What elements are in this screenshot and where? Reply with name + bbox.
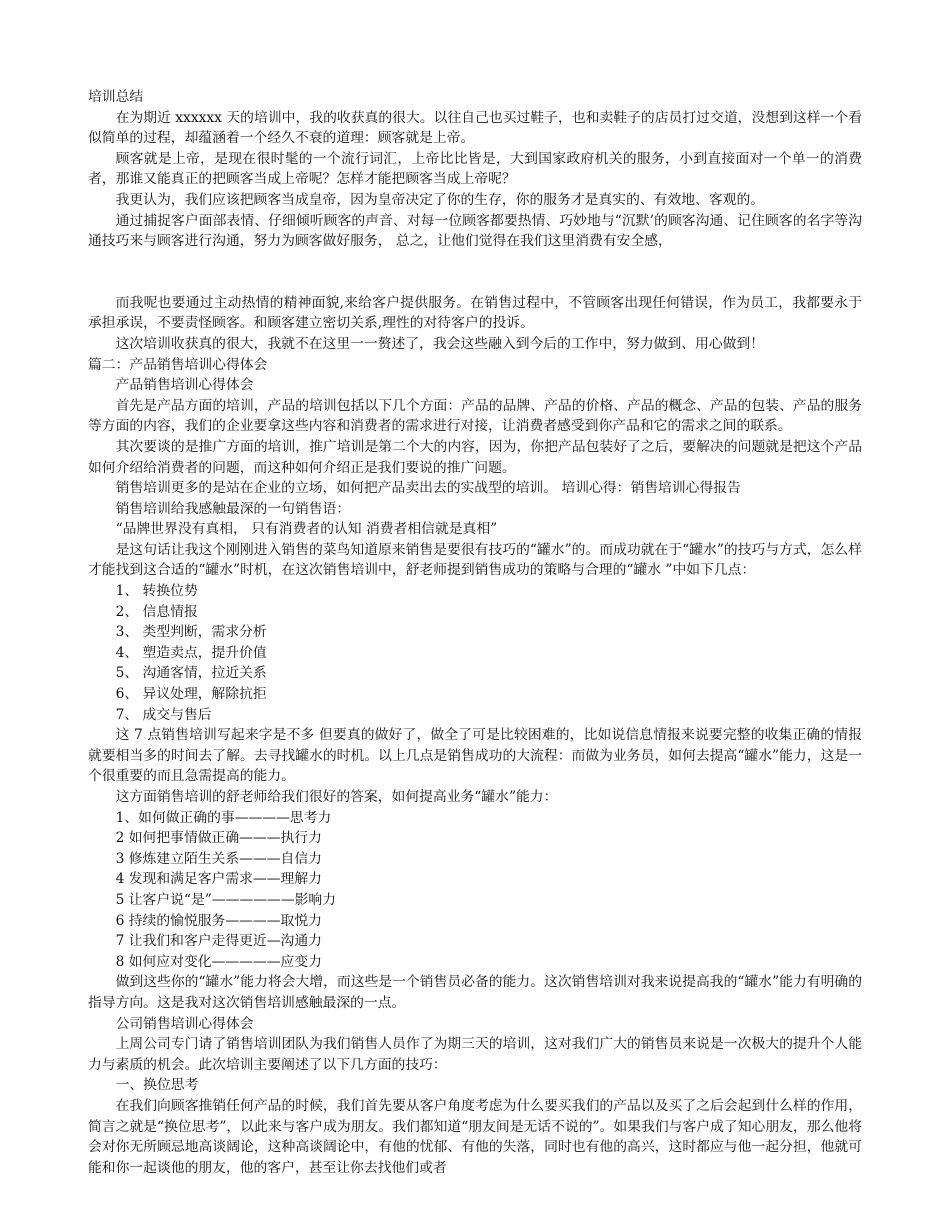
paragraph: 我更认为，我们应该把顾客当成皇帝，因为皇帝决定了你的生存，你的服务才是真实的、有效地、客观的。 — [115, 191, 765, 208]
paragraph: 在为期近 xxxxxx 天的培训中，我的收获真的很大。以往自己也买过鞋子，也和卖鞋子的店员打过交道，没想到这样一个看似简单的过程，却蕴涵着一个经久不衰的道理：顾客就是上帝。 — [88, 109, 862, 147]
paragraph: 6 持续的愉悦服务————取悦力 — [115, 912, 322, 929]
paragraph: 7、 成交与售后 — [115, 706, 212, 723]
paragraph: 3 修炼建立陌生关系———自信力 — [115, 850, 322, 867]
paragraph: 通过捕捉客户面部表情、仔细倾听顾客的声音、对每一位顾客都要热情、巧妙地与“沉默’的顾客沟通、记住顾客的名字等沟通技巧来与顾客进行沟通，努力为顾客做好服务， 总之，让他们觉得在我们这里消费有安全感， — [88, 212, 862, 250]
paragraph: 4、 塑造卖点，提升价值 — [115, 644, 267, 661]
blank-line — [88, 252, 862, 293]
paragraph: 5 让客户说“是”——————影响力 — [115, 891, 337, 908]
paragraph: 1、如何做正确的事————思考力 — [115, 809, 332, 826]
paragraph: 8 如何应对变化—————应变力 — [115, 953, 322, 970]
paragraph: 5、 沟通客情，拉近关系 — [115, 665, 267, 682]
paragraph: 公司销售培训心得体会 — [115, 1015, 254, 1032]
paragraph: 这方面销售培训的舒老师给我们很好的答案，如何提高业务“罐水”能力： — [115, 789, 558, 805]
paragraph: 销售培训更多的是站在企业的立场，如何把产品卖出去的实战型的培训。 培训心得：销售培训心得报告 — [115, 480, 741, 497]
paragraph: 篇二：产品销售培训心得体会 — [88, 356, 268, 373]
paragraph: 首先是产品方面的培训，产品的培训包括以下几个方面：产品的品牌、产品的价格、产品的概念、产品的包装、产品的服务等方面的内容，我们的企业要拿这些内容和消费者的需求进行对接，让消费者感受到你产品和它的需求之间的联系。 — [88, 397, 862, 435]
paragraph: 做到这些你的“罐水”能力将会大增，而这些是一个销售员必备的能力。这次销售培训对我来说提高我的“罐水”能力有明确的指导方向。这是我对这次销售培训感触最深的一点。 — [88, 974, 862, 1011]
document-body — [88, 87, 862, 1178]
paragraph: 这次培训收获真的很大，我就不在这里一一赘述了，我会这些融入到今后的工作中，努力做到、用心做到！ — [115, 335, 765, 352]
paragraph: 6、 异议处理，解除抗拒 — [115, 686, 267, 703]
paragraph: 7 让我们和客户走得更近—沟通力 — [115, 933, 322, 950]
paragraph: 2、 信息情报 — [115, 603, 198, 620]
paragraph: 这 7 点销售培训写起来字是不多 但要真的做好了，做全了可是比较困难的，比如说信息情报来说要完整的收集正确的情报就要相当多的时间去了解。去寻找罐水的时机。以上几点是销售成功的大流程：而做为业务员，如何去提高“罐水”能力，这是一个很重要的而且急需提高的能力。 — [88, 727, 862, 785]
paragraph: 产品销售培训心得体会 — [115, 377, 254, 394]
paragraph: 2 如何把事情做正确———执行力 — [115, 830, 322, 847]
paragraph: 上周公司专门请了销售培训团队为我们销售人员作了为期三天的培训，这对我们广大的销售员来说是一次极大的提升个人能力与素质的机会。此次培训主要阐述了以下几方面的技巧： — [88, 1036, 862, 1073]
paragraph: 顾客就是上帝，是现在很时髦的一个流行词汇，上帝比比皆是，大到国家政府机关的服务，小到直接面对一个单一的消费者，那谁又能真正的把顾客当成上帝呢？怎样才能把顾客当成上帝呢？ — [88, 150, 862, 188]
paragraph: 销售培训给我感触最深的一句销售语： — [115, 500, 351, 517]
paragraph: 一、换位思考 — [115, 1077, 199, 1094]
paragraph: 在我们向顾客推销任何产品的时候，我们首先要从客户角度考虑为什么要买我们的产品以及买了之后会起到什么样的作用，简言之就是“换位思考”，以此来与客户成为朋友。我们都知道“朋友间是无话不说的”。如果我们与客户成了知心朋友，那么他将会对你无所顾忌地高谈阔论，这种高谈阔论中，有他的忧郁、有他的失落，同时也有他的高兴，这时都应与他一起分担，他就可能和你一起谈他的朋友，他的客户，甚至让你去找他们或者 — [88, 1097, 862, 1176]
paragraph: 3、 类型判断，需求分析 — [115, 624, 267, 641]
paragraph: 1、 转换位势 — [115, 583, 198, 600]
paragraph: 4 发现和满足客户需求——理解力 — [115, 871, 322, 888]
document-title: 培训总结 — [88, 89, 144, 105]
paragraph: “品牌世界没有真相， 只有消费者的认知 消费者相信就是真相” — [115, 521, 498, 538]
paragraph: 其次要谈的是推广方面的培训，推广培训是第二个大的内容，因为，你把产品包装好了之后，要解决的问题就是把这个产品如何介绍给消费者的问题，而这种如何介绍正是我们要说的推广问题。 — [88, 438, 862, 476]
paragraph: 是这句话让我这个刚刚进入销售的菜鸟知道原来销售是要很有技巧的“罐水”的。而成功就在于“罐水”的技巧与方式，怎么样才能找到这合适的“罐水”时机，在这次销售培训中，舒老师提到销售成功的策略与合理的“罐水 ”中如下几点： — [88, 541, 862, 579]
paragraph: 而我呢也要通过主动热情的精神面貌,来给客户提供服务。在销售过程中，不管顾客出现任何错误，作为员工，我都要永于承担承误，不要责怪顾客。和顾客建立密切关系,理性的对待客户的投诉。 — [88, 294, 862, 332]
